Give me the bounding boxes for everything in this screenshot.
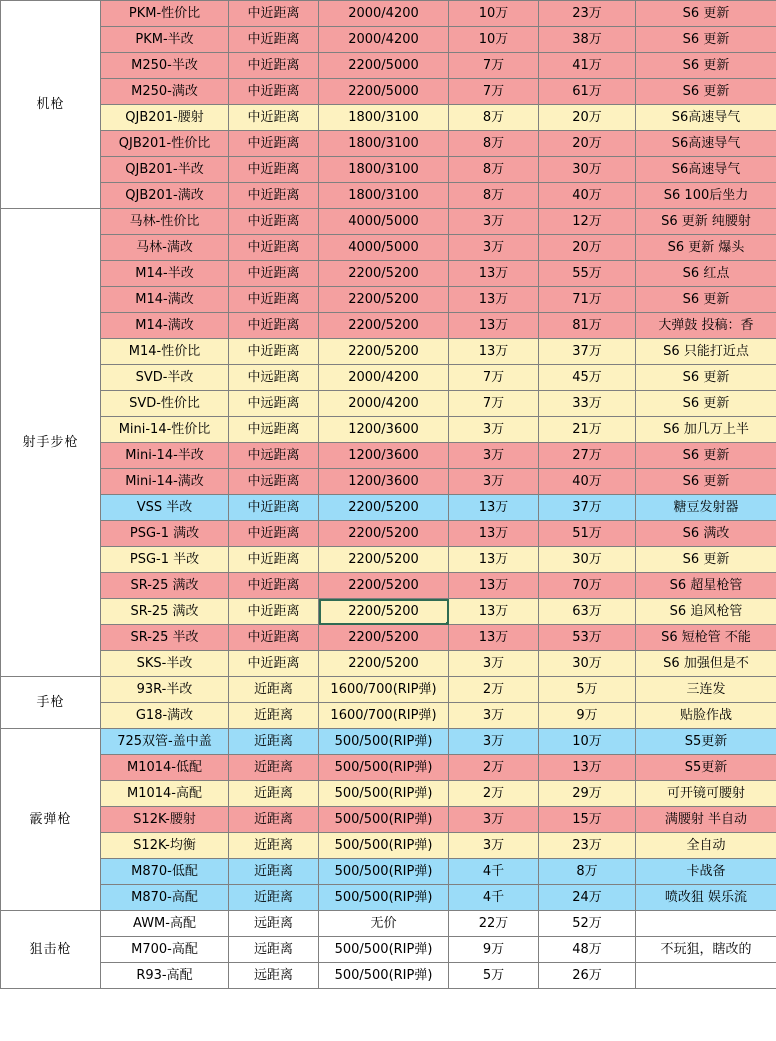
range-cell[interactable]: 中近距离 xyxy=(229,183,319,209)
damage-cell[interactable]: 1200/3600 xyxy=(319,469,449,495)
price-full-cell[interactable]: 12万 xyxy=(539,209,636,235)
note-cell[interactable]: S6 加强但是不 xyxy=(636,651,776,677)
price-base-cell[interactable]: 2万 xyxy=(449,781,539,807)
price-base-cell[interactable]: 5万 xyxy=(449,963,539,989)
damage-cell[interactable]: 500/500(RIP弹) xyxy=(319,729,449,755)
range-cell[interactable]: 中远距离 xyxy=(229,391,319,417)
damage-cell[interactable]: 1800/3100 xyxy=(319,183,449,209)
note-cell[interactable]: S6 更新 xyxy=(636,79,776,105)
price-full-cell[interactable]: 9万 xyxy=(539,703,636,729)
table-row[interactable] xyxy=(1,807,776,833)
price-full-cell[interactable]: 55万 xyxy=(539,261,636,287)
range-cell[interactable]: 中近距离 xyxy=(229,287,319,313)
note-cell[interactable]: 贴脸作战 xyxy=(636,703,776,729)
damage-cell[interactable]: 2000/4200 xyxy=(319,1,449,27)
weapon-name-cell[interactable]: M14-半改 xyxy=(101,261,229,287)
range-cell[interactable]: 近距离 xyxy=(229,781,319,807)
table-row[interactable] xyxy=(1,755,776,781)
price-base-cell[interactable]: 7万 xyxy=(449,391,539,417)
range-cell[interactable]: 中近距离 xyxy=(229,573,319,599)
price-base-cell[interactable]: 3万 xyxy=(449,833,539,859)
weapon-name-cell[interactable]: QJB201-满改 xyxy=(101,183,229,209)
damage-cell[interactable]: 2200/5200 xyxy=(319,495,449,521)
category-cell[interactable]: 霰弹枪 xyxy=(1,729,101,911)
damage-cell[interactable]: 1800/3100 xyxy=(319,131,449,157)
note-cell[interactable]: S6 更新 xyxy=(636,53,776,79)
table-row[interactable] xyxy=(1,53,776,79)
damage-cell[interactable]: 2200/5200 xyxy=(319,521,449,547)
range-cell[interactable]: 中近距离 xyxy=(229,27,319,53)
damage-cell[interactable]: 2200/5200 xyxy=(319,625,449,651)
price-full-cell[interactable]: 40万 xyxy=(539,469,636,495)
weapon-name-cell[interactable]: SR-25 满改 xyxy=(101,573,229,599)
table-row[interactable] xyxy=(1,183,776,209)
damage-cell[interactable]: 500/500(RIP弹) xyxy=(319,963,449,989)
damage-cell[interactable]: 1600/700(RIP弹) xyxy=(319,677,449,703)
price-full-cell[interactable]: 30万 xyxy=(539,651,636,677)
weapon-name-cell[interactable]: 马林-满改 xyxy=(101,235,229,261)
range-cell[interactable]: 近距离 xyxy=(229,729,319,755)
price-full-cell[interactable]: 40万 xyxy=(539,183,636,209)
table-row[interactable] xyxy=(1,365,776,391)
note-cell[interactable]: S6 更新 xyxy=(636,469,776,495)
table-row[interactable] xyxy=(1,781,776,807)
price-base-cell[interactable]: 13万 xyxy=(449,573,539,599)
price-base-cell[interactable]: 3万 xyxy=(449,703,539,729)
price-base-cell[interactable]: 2万 xyxy=(449,677,539,703)
table-row[interactable] xyxy=(1,79,776,105)
note-cell[interactable]: S6 更新 xyxy=(636,1,776,27)
damage-cell[interactable]: 2200/5200 xyxy=(319,651,449,677)
weapon-name-cell[interactable]: S12K-均衡 xyxy=(101,833,229,859)
table-row[interactable] xyxy=(1,677,776,703)
price-base-cell[interactable]: 4千 xyxy=(449,885,539,911)
weapon-name-cell[interactable]: M1014-高配 xyxy=(101,781,229,807)
range-cell[interactable]: 中近距离 xyxy=(229,261,319,287)
category-cell[interactable]: 手枪 xyxy=(1,677,101,729)
price-base-cell[interactable]: 3万 xyxy=(449,209,539,235)
price-base-cell[interactable]: 8万 xyxy=(449,157,539,183)
range-cell[interactable]: 中近距离 xyxy=(229,235,319,261)
weapon-name-cell[interactable]: SR-25 满改 xyxy=(101,599,229,625)
weapon-name-cell[interactable]: Mini-14-性价比 xyxy=(101,417,229,443)
price-full-cell[interactable]: 61万 xyxy=(539,79,636,105)
note-cell[interactable]: S6 满改 xyxy=(636,521,776,547)
table-row[interactable] xyxy=(1,235,776,261)
note-cell[interactable]: S6高速导气 xyxy=(636,157,776,183)
range-cell[interactable]: 中远距离 xyxy=(229,443,319,469)
price-base-cell[interactable]: 13万 xyxy=(449,339,539,365)
table-row[interactable] xyxy=(1,287,776,313)
price-full-cell[interactable]: 15万 xyxy=(539,807,636,833)
range-cell[interactable]: 中近距离 xyxy=(229,521,319,547)
price-base-cell[interactable]: 3万 xyxy=(449,417,539,443)
weapon-name-cell[interactable]: 马林-性价比 xyxy=(101,209,229,235)
table-row[interactable] xyxy=(1,1,776,27)
damage-cell[interactable]: 1200/3600 xyxy=(319,443,449,469)
weapon-name-cell[interactable]: PKM-性价比 xyxy=(101,1,229,27)
damage-cell[interactable]: 2000/4200 xyxy=(319,365,449,391)
table-row[interactable] xyxy=(1,391,776,417)
price-full-cell[interactable]: 38万 xyxy=(539,27,636,53)
price-full-cell[interactable]: 48万 xyxy=(539,937,636,963)
weapon-name-cell[interactable]: QJB201-腰射 xyxy=(101,105,229,131)
note-cell[interactable]: S6 追风枪管 xyxy=(636,599,776,625)
price-base-cell[interactable]: 8万 xyxy=(449,105,539,131)
damage-cell[interactable]: 1800/3100 xyxy=(319,105,449,131)
weapon-name-cell[interactable]: G18-满改 xyxy=(101,703,229,729)
note-cell[interactable]: S6 更新 xyxy=(636,547,776,573)
note-cell[interactable]: S5更新 xyxy=(636,729,776,755)
weapon-name-cell[interactable]: S12K-腰射 xyxy=(101,807,229,833)
price-full-cell[interactable]: 81万 xyxy=(539,313,636,339)
weapon-name-cell[interactable]: R93-高配 xyxy=(101,963,229,989)
weapon-name-cell[interactable]: PKM-半改 xyxy=(101,27,229,53)
damage-cell[interactable]: 500/500(RIP弹) xyxy=(319,859,449,885)
price-full-cell[interactable]: 33万 xyxy=(539,391,636,417)
table-row[interactable] xyxy=(1,729,776,755)
price-full-cell[interactable]: 70万 xyxy=(539,573,636,599)
note-cell[interactable]: 可开镜可腰射 xyxy=(636,781,776,807)
note-cell[interactable] xyxy=(636,911,776,937)
weapon-name-cell[interactable]: M14-性价比 xyxy=(101,339,229,365)
table-row[interactable] xyxy=(1,833,776,859)
price-full-cell[interactable]: 63万 xyxy=(539,599,636,625)
range-cell[interactable]: 中近距离 xyxy=(229,105,319,131)
range-cell[interactable]: 近距离 xyxy=(229,807,319,833)
range-cell[interactable]: 中远距离 xyxy=(229,469,319,495)
price-full-cell[interactable]: 23万 xyxy=(539,1,636,27)
table-row[interactable] xyxy=(1,469,776,495)
price-base-cell[interactable]: 10万 xyxy=(449,1,539,27)
note-cell[interactable]: S6 更新 xyxy=(636,365,776,391)
weapon-name-cell[interactable]: M870-高配 xyxy=(101,885,229,911)
price-full-cell[interactable]: 29万 xyxy=(539,781,636,807)
note-cell[interactable]: S6 短枪管 不能 xyxy=(636,625,776,651)
table-row[interactable] xyxy=(1,599,776,625)
damage-cell[interactable]: 500/500(RIP弹) xyxy=(319,755,449,781)
note-cell[interactable]: 全自动 xyxy=(636,833,776,859)
price-base-cell[interactable]: 7万 xyxy=(449,79,539,105)
range-cell[interactable]: 近距离 xyxy=(229,859,319,885)
note-cell[interactable]: S6 100后坐力 xyxy=(636,183,776,209)
note-cell[interactable]: S6 更新 xyxy=(636,287,776,313)
price-base-cell[interactable]: 3万 xyxy=(449,443,539,469)
weapon-name-cell[interactable]: PSG-1 半改 xyxy=(101,547,229,573)
price-base-cell[interactable]: 9万 xyxy=(449,937,539,963)
price-full-cell[interactable]: 23万 xyxy=(539,833,636,859)
price-base-cell[interactable]: 3万 xyxy=(449,235,539,261)
price-base-cell[interactable]: 7万 xyxy=(449,53,539,79)
price-base-cell[interactable]: 3万 xyxy=(449,807,539,833)
weapon-name-cell[interactable]: AWM-高配 xyxy=(101,911,229,937)
weapon-name-cell[interactable]: M14-满改 xyxy=(101,287,229,313)
note-cell[interactable]: 糖豆发射器 xyxy=(636,495,776,521)
price-full-cell[interactable]: 26万 xyxy=(539,963,636,989)
note-cell[interactable]: S6 加几万上半 xyxy=(636,417,776,443)
table-row[interactable] xyxy=(1,521,776,547)
note-cell[interactable]: S6高速导气 xyxy=(636,131,776,157)
price-base-cell[interactable]: 3万 xyxy=(449,729,539,755)
damage-cell[interactable]: 500/500(RIP弹) xyxy=(319,807,449,833)
price-base-cell[interactable]: 22万 xyxy=(449,911,539,937)
weapon-name-cell[interactable]: QJB201-性价比 xyxy=(101,131,229,157)
price-full-cell[interactable]: 51万 xyxy=(539,521,636,547)
price-full-cell[interactable]: 52万 xyxy=(539,911,636,937)
damage-cell[interactable]: 4000/5000 xyxy=(319,209,449,235)
price-full-cell[interactable]: 21万 xyxy=(539,417,636,443)
range-cell[interactable]: 中远距离 xyxy=(229,365,319,391)
damage-cell[interactable]: 1200/3600 xyxy=(319,417,449,443)
table-row[interactable] xyxy=(1,547,776,573)
note-cell[interactable]: S6 只能打近点 xyxy=(636,339,776,365)
table-row[interactable] xyxy=(1,703,776,729)
range-cell[interactable]: 近距离 xyxy=(229,833,319,859)
table-row[interactable] xyxy=(1,157,776,183)
damage-cell[interactable]: 无价 xyxy=(319,911,449,937)
weapon-name-cell[interactable]: SVD-性价比 xyxy=(101,391,229,417)
price-base-cell[interactable]: 13万 xyxy=(449,599,539,625)
note-cell[interactable]: 不玩狙，瞎改的 xyxy=(636,937,776,963)
range-cell[interactable]: 远距离 xyxy=(229,911,319,937)
damage-cell[interactable]: 2200/5200 xyxy=(319,261,449,287)
table-row[interactable] xyxy=(1,859,776,885)
range-cell[interactable]: 远距离 xyxy=(229,937,319,963)
table-row[interactable] xyxy=(1,105,776,131)
weapon-name-cell[interactable]: PSG-1 满改 xyxy=(101,521,229,547)
damage-cell[interactable]: 2200/5200 xyxy=(319,599,449,625)
category-cell[interactable]: 机枪 xyxy=(1,1,101,209)
range-cell[interactable]: 中近距离 xyxy=(229,157,319,183)
range-cell[interactable]: 中近距离 xyxy=(229,339,319,365)
range-cell[interactable]: 中近距离 xyxy=(229,651,319,677)
category-cell[interactable]: 射手步枪 xyxy=(1,209,101,677)
note-cell[interactable]: 满腰射 半自动 xyxy=(636,807,776,833)
price-full-cell[interactable]: 53万 xyxy=(539,625,636,651)
note-cell[interactable]: S6 更新 xyxy=(636,27,776,53)
price-full-cell[interactable]: 30万 xyxy=(539,547,636,573)
price-base-cell[interactable]: 4千 xyxy=(449,859,539,885)
price-base-cell[interactable]: 13万 xyxy=(449,261,539,287)
table-row[interactable] xyxy=(1,417,776,443)
range-cell[interactable]: 中近距离 xyxy=(229,599,319,625)
weapon-name-cell[interactable]: 93R-半改 xyxy=(101,677,229,703)
damage-cell[interactable]: 500/500(RIP弹) xyxy=(319,781,449,807)
damage-cell[interactable]: 2000/4200 xyxy=(319,27,449,53)
price-base-cell[interactable]: 3万 xyxy=(449,469,539,495)
price-base-cell[interactable]: 8万 xyxy=(449,183,539,209)
damage-cell[interactable]: 2200/5000 xyxy=(319,53,449,79)
range-cell[interactable]: 中近距离 xyxy=(229,1,319,27)
damage-cell[interactable]: 1800/3100 xyxy=(319,157,449,183)
range-cell[interactable]: 中近距离 xyxy=(229,53,319,79)
note-cell[interactable]: S6 更新 xyxy=(636,391,776,417)
price-base-cell[interactable]: 7万 xyxy=(449,365,539,391)
note-cell[interactable]: S6高速导气 xyxy=(636,105,776,131)
weapon-name-cell[interactable]: Mini-14-满改 xyxy=(101,469,229,495)
weapon-name-cell[interactable]: SVD-半改 xyxy=(101,365,229,391)
table-row[interactable] xyxy=(1,27,776,53)
weapon-name-cell[interactable]: M1014-低配 xyxy=(101,755,229,781)
range-cell[interactable]: 中近距离 xyxy=(229,547,319,573)
price-base-cell[interactable]: 13万 xyxy=(449,625,539,651)
range-cell[interactable]: 远距离 xyxy=(229,963,319,989)
table-row[interactable] xyxy=(1,573,776,599)
price-base-cell[interactable]: 13万 xyxy=(449,547,539,573)
table-row[interactable] xyxy=(1,261,776,287)
price-full-cell[interactable]: 20万 xyxy=(539,131,636,157)
note-cell[interactable]: S6 更新 纯腰射 xyxy=(636,209,776,235)
note-cell[interactable]: S6 更新 xyxy=(636,443,776,469)
price-base-cell[interactable]: 3万 xyxy=(449,651,539,677)
damage-cell[interactable]: 2200/5200 xyxy=(319,313,449,339)
range-cell[interactable]: 中近距离 xyxy=(229,209,319,235)
category-cell[interactable]: 狙击枪 xyxy=(1,911,101,989)
damage-cell[interactable]: 2200/5000 xyxy=(319,79,449,105)
weapon-name-cell[interactable]: Mini-14-半改 xyxy=(101,443,229,469)
weapon-name-cell[interactable]: QJB201-半改 xyxy=(101,157,229,183)
table-row[interactable] xyxy=(1,651,776,677)
price-full-cell[interactable]: 20万 xyxy=(539,235,636,261)
damage-cell[interactable]: 2200/5200 xyxy=(319,547,449,573)
price-base-cell[interactable]: 13万 xyxy=(449,287,539,313)
damage-cell[interactable]: 500/500(RIP弹) xyxy=(319,833,449,859)
weapon-name-cell[interactable]: SKS-半改 xyxy=(101,651,229,677)
table-row[interactable] xyxy=(1,313,776,339)
price-base-cell[interactable]: 13万 xyxy=(449,313,539,339)
note-cell[interactable]: S6 超星枪管 xyxy=(636,573,776,599)
price-full-cell[interactable]: 10万 xyxy=(539,729,636,755)
note-cell[interactable]: 三连发 xyxy=(636,677,776,703)
note-cell[interactable]: 大弹鼓 投稿：香 xyxy=(636,313,776,339)
damage-cell[interactable]: 2200/5200 xyxy=(319,339,449,365)
table-row[interactable] xyxy=(1,625,776,651)
damage-cell[interactable]: 4000/5000 xyxy=(319,235,449,261)
table-row[interactable] xyxy=(1,209,776,235)
price-base-cell[interactable]: 10万 xyxy=(449,27,539,53)
range-cell[interactable]: 中近距离 xyxy=(229,313,319,339)
price-full-cell[interactable]: 20万 xyxy=(539,105,636,131)
damage-cell[interactable]: 500/500(RIP弹) xyxy=(319,937,449,963)
price-full-cell[interactable]: 24万 xyxy=(539,885,636,911)
note-cell[interactable]: 喷改狙 娱乐流 xyxy=(636,885,776,911)
damage-cell[interactable]: 2000/4200 xyxy=(319,391,449,417)
range-cell[interactable]: 近距离 xyxy=(229,755,319,781)
damage-cell[interactable]: 1600/700(RIP弹) xyxy=(319,703,449,729)
note-cell[interactable]: S6 红点 xyxy=(636,261,776,287)
price-base-cell[interactable]: 13万 xyxy=(449,495,539,521)
weapon-name-cell[interactable]: M250-满改 xyxy=(101,79,229,105)
weapon-name-cell[interactable]: M14-满改 xyxy=(101,313,229,339)
price-full-cell[interactable]: 13万 xyxy=(539,755,636,781)
range-cell[interactable]: 中远距离 xyxy=(229,417,319,443)
weapon-name-cell[interactable]: 725双管-盖中盖 xyxy=(101,729,229,755)
note-cell[interactable]: S6 更新 爆头 xyxy=(636,235,776,261)
table-row[interactable] xyxy=(1,963,776,989)
table-row[interactable] xyxy=(1,339,776,365)
weapon-name-cell[interactable]: M250-半改 xyxy=(101,53,229,79)
price-base-cell[interactable]: 8万 xyxy=(449,131,539,157)
weapon-name-cell[interactable]: M700-高配 xyxy=(101,937,229,963)
table-row[interactable] xyxy=(1,131,776,157)
price-full-cell[interactable]: 30万 xyxy=(539,157,636,183)
table-row[interactable] xyxy=(1,495,776,521)
price-full-cell[interactable]: 37万 xyxy=(539,495,636,521)
table-row[interactable] xyxy=(1,937,776,963)
range-cell[interactable]: 中近距离 xyxy=(229,495,319,521)
damage-cell[interactable]: 2200/5200 xyxy=(319,573,449,599)
weapon-name-cell[interactable]: VSS 半改 xyxy=(101,495,229,521)
price-base-cell[interactable]: 2万 xyxy=(449,755,539,781)
table-row[interactable] xyxy=(1,911,776,937)
range-cell[interactable]: 近距离 xyxy=(229,677,319,703)
range-cell[interactable]: 中近距离 xyxy=(229,131,319,157)
table-row[interactable] xyxy=(1,885,776,911)
note-cell[interactable] xyxy=(636,963,776,989)
range-cell[interactable]: 近距离 xyxy=(229,885,319,911)
range-cell[interactable]: 中近距离 xyxy=(229,625,319,651)
weapon-name-cell[interactable]: M870-低配 xyxy=(101,859,229,885)
note-cell[interactable]: S5更新 xyxy=(636,755,776,781)
price-full-cell[interactable]: 45万 xyxy=(539,365,636,391)
price-full-cell[interactable]: 41万 xyxy=(539,53,636,79)
price-base-cell[interactable]: 13万 xyxy=(449,521,539,547)
table-row[interactable] xyxy=(1,443,776,469)
range-cell[interactable]: 中近距离 xyxy=(229,79,319,105)
weapon-name-cell[interactable]: SR-25 半改 xyxy=(101,625,229,651)
price-full-cell[interactable]: 27万 xyxy=(539,443,636,469)
price-full-cell[interactable]: 71万 xyxy=(539,287,636,313)
note-cell[interactable]: 卡战备 xyxy=(636,859,776,885)
damage-cell[interactable]: 500/500(RIP弹) xyxy=(319,885,449,911)
price-full-cell[interactable]: 8万 xyxy=(539,859,636,885)
damage-cell[interactable]: 2200/5200 xyxy=(319,287,449,313)
price-full-cell[interactable]: 37万 xyxy=(539,339,636,365)
price-full-cell[interactable]: 5万 xyxy=(539,677,636,703)
range-cell[interactable]: 近距离 xyxy=(229,703,319,729)
